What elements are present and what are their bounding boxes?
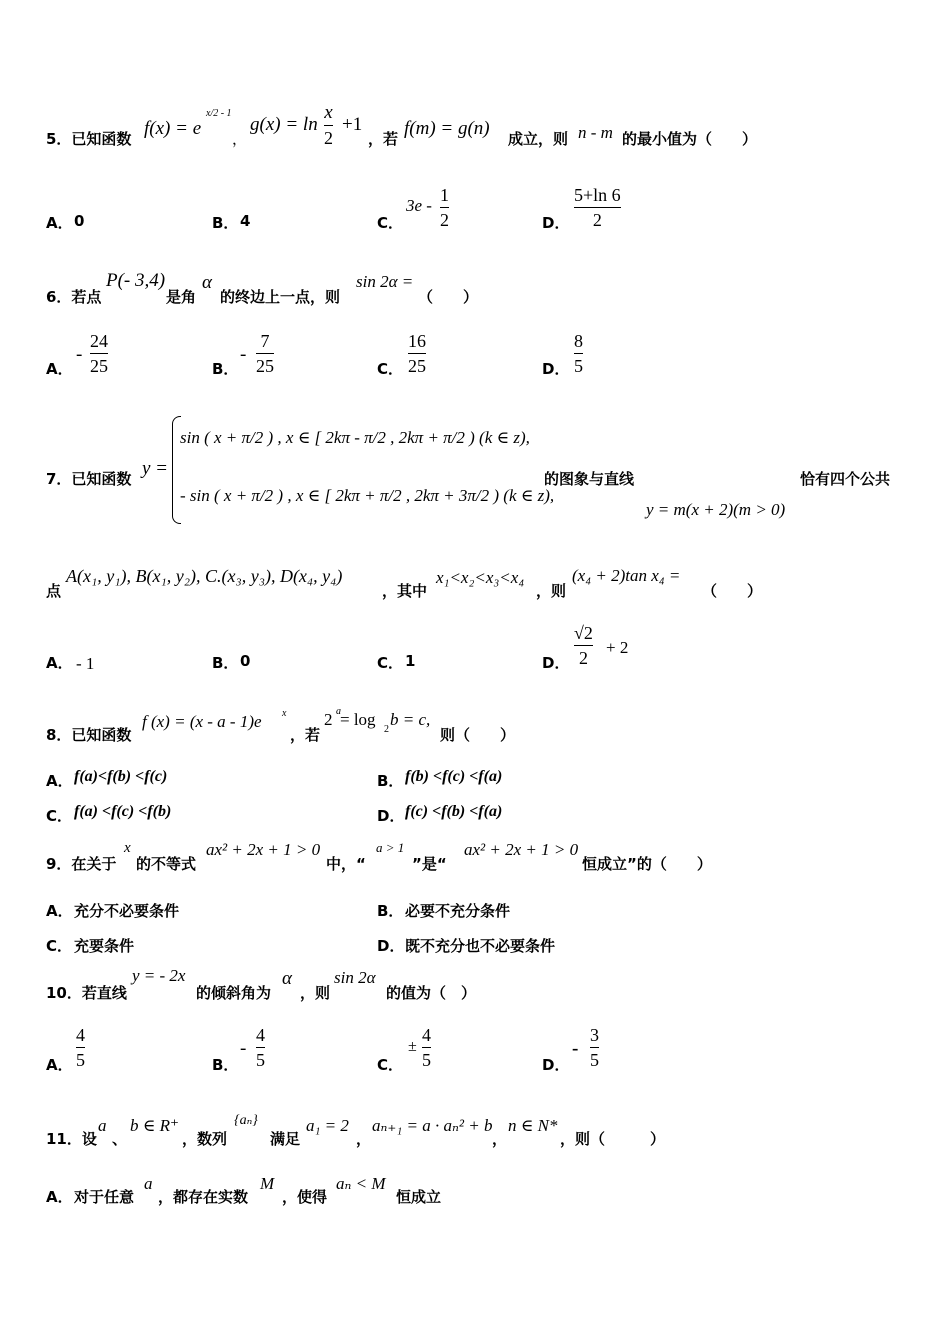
q6-option-c-fraction [408,330,426,377]
q10-option-c-fraction [422,1024,431,1071]
q9-option-b-text: 必要不充分条件 [405,902,511,920]
q10-option-b-label[interactable]: B． [212,1056,239,1074]
q6-mid2: 的终边上一点，则 [220,288,341,306]
question-8 [46,708,926,742]
q6-option-b-den: 25 [256,356,274,376]
q11-seq: {aₙ} [234,1113,258,1128]
q5-option-c-num: 1 [440,185,449,205]
q10-options [46,1024,926,1076]
q6-stem-pre: 6．若点 [46,288,102,306]
q10-option-b-fraction [256,1024,265,1071]
question-11 [46,1112,926,1146]
fraction-bar [574,353,583,354]
q8-options [46,768,926,828]
q9-mid2: 中，“ [326,855,366,873]
q9-option-a-text: 充分不必要条件 [74,902,180,920]
q7-option-d-label[interactable]: D． [542,654,570,672]
q6-option-d-num: 8 [574,331,583,351]
q10-expr: sin 2α [334,968,376,987]
q8-option-b-text: f(b) <f(c) <f(a) [405,768,503,785]
fraction-bar [574,645,593,646]
q5-g-tail: +1 [342,114,363,135]
q5-option-d-num: 5+ln 6 [574,185,621,205]
q8-f-expr: f (x) = (x - a - 1)e [142,712,262,731]
q6-option-b-label[interactable]: B． [212,360,239,378]
q8-cond: 2 [324,710,333,729]
q11-stem-pre: 11．设 [46,1130,97,1148]
q11-a: a [98,1116,107,1135]
q11-a1: a₁ = 2 [306,1116,349,1135]
q8-option-c-label[interactable]: C． [46,807,73,825]
q6-alpha: α [202,272,212,293]
q11-recurrence: aₙ₊₁ = a · aₙ² + b [372,1116,493,1135]
q10-option-a-fraction [76,1024,85,1071]
q6-option-b-fraction [256,330,274,377]
q10-option-b-den: 5 [256,1050,265,1070]
q10-option-c-sign: ± [408,1038,417,1055]
q5-options [46,186,926,236]
q8-cond-exp: a [336,706,341,717]
question-10 [46,966,926,1000]
q10-option-d-num: 3 [590,1025,599,1045]
q7-option-d-num: √2 [574,623,593,643]
q11-option-a-ineq: aₙ < M [336,1174,386,1193]
q7-option-d-den: 2 [578,648,588,668]
q8-cond-sub: 2 [384,724,389,735]
q8-cond-tail: = log [340,710,376,729]
q7-stem2-pre: 点 [46,582,62,600]
q8-cond-pre: ，若 [290,726,321,744]
q5-cond-pre: ，若 [368,130,399,148]
q7-option-d-fraction [574,622,593,669]
q11-n-in: n ∈ N* [508,1116,558,1135]
q5-option-d-label[interactable]: D． [542,214,570,232]
q7-target: (x₄ + 2)tan x₄ = [572,566,681,585]
q7-case-1: sin ( x + π/2 ) , x ∈ [ 2kπ - π/2 , 2kπ + π/2 ) (k ∈ z), [180,428,530,447]
question-9 [46,838,926,872]
q7-options [46,622,926,672]
q9-var: x [124,840,131,856]
q11-option-a-end: 恒成立 [396,1188,442,1206]
q5-option-c-label[interactable]: C． [377,214,404,232]
q10-mid: 的倾斜角为 [196,984,272,1002]
q10-option-c-label[interactable]: C． [377,1056,404,1074]
q7-stem-mid: 的图象与直线 [544,470,635,488]
q11-stem-end: ，则（ ） [560,1130,666,1148]
q6-option-c-num: 16 [408,331,426,351]
q10-mid2: ，则 [300,984,331,1002]
q11-option-a [46,1172,926,1206]
q8-f-exp: x [282,708,287,719]
q10-option-d-den: 5 [590,1050,599,1070]
q10-alpha: α [282,968,292,989]
q7-option-a-text: - 1 [76,654,95,673]
q6-option-a-den: 25 [90,356,108,376]
q5-g-expr: g(x) = ln [250,114,318,135]
q11-mid2: 满足 [270,1130,301,1148]
q10-stem-pre: 10．若直线 [46,984,127,1002]
q5-stem-end: 的最小值为（ ） [622,130,758,148]
q7-option-b-text: 0 [240,652,251,670]
fraction-bar [324,125,333,126]
q6-option-a-sign: - [76,344,83,365]
q5-option-c-den: 2 [440,210,449,230]
q7-y-eq: y = [142,458,169,479]
q10-stem-end: 的值为（ ） [386,984,477,1002]
q5-f-expr: f(x) = e [144,118,202,139]
q6-mid: 是角 [166,288,197,306]
question-5 [46,102,926,148]
q8-cond-end: b = c, [390,710,431,729]
q9-stem-pre: 9．在关于 [46,855,117,873]
q11-mid: ，数列 [182,1130,228,1148]
q9-option-c-label[interactable]: C． [46,937,73,955]
q8-stem-end: 则（ ） [440,726,516,744]
q5-target: n - m [578,123,613,142]
q7-stem-pre: 7．已知函数 [46,470,132,488]
q9-option-a-label[interactable]: A． [46,902,73,920]
q6-option-c-den: 25 [408,356,426,376]
q6-expr: sin 2α = [356,272,414,291]
q11-option-a-a: a [144,1174,153,1193]
q7-case-2: - sin ( x + π/2 ) , x ∈ [ 2kπ + π/2 , 2kπ + 3π/2 ) (k ∈ z), [180,486,555,505]
q9-option-c-text: 充要条件 [74,937,135,955]
q10-option-b-sign: - [240,1038,247,1059]
fraction-bar [422,1047,431,1048]
q6-option-d-label[interactable]: D． [542,360,570,378]
q11-option-a-label[interactable]: A． [46,1188,73,1206]
question-6 [46,270,926,306]
q11-sep: 、 [112,1130,128,1148]
q7-stem-mid2: 恰有四个公共 [800,470,891,488]
q6-option-a-fraction [90,330,108,377]
fraction-bar [256,1047,265,1048]
q6-point: P(- 3,4) [106,270,166,291]
q5-option-c-pre: 3e - [406,196,432,215]
q6-options [46,330,926,380]
q5-stem-post: 成立，则 [508,130,569,148]
q8-option-c-text: f(a) <f(c) <f(b) [74,803,172,820]
q7-option-d-tail: + 2 [606,638,629,657]
q6-option-d-fraction [574,330,583,377]
fraction-bar [408,353,426,354]
q5-option-c-fraction [440,184,449,231]
q5-g-fraction [324,102,333,149]
fraction-bar [90,353,108,354]
q7-stem-end: （ ） [702,582,763,600]
q5-option-a-label[interactable]: A． [46,214,73,232]
q10-option-c-den: 5 [422,1050,431,1070]
q10-line: y = - 2x [132,966,186,985]
question-7 [46,412,916,527]
fraction-bar [574,207,621,208]
q5-stem-pre: 5．已知函数 [46,130,132,148]
q9-cond: a > 1 [376,840,405,855]
q9-mid: 的不等式 [136,855,197,873]
q6-option-d-den: 5 [574,356,583,376]
q10-option-c-num: 4 [422,1025,431,1045]
q9-options [46,898,926,958]
q9-inequality-2: ax² + 2x + 1 > 0 [464,840,579,859]
q6-option-c-label[interactable]: C． [377,360,404,378]
q9-stem-end: 恒成立”的（ ） [582,855,712,873]
q8-option-d-label[interactable]: D． [377,807,405,825]
q7-line-expr: y = m(x + 2)(m > 0) [646,500,786,519]
q7-points: A(x₁, y₁), B(x₁, y₂), C.(x₃, y₃), D(x₄, y₄) [66,566,343,586]
q5-option-a-text: 0 [74,212,85,230]
q9-mid3: ”是“ [412,855,447,873]
q11-option-a-mid: ，都存在实数 [158,1188,249,1206]
q6-option-a-label[interactable]: A． [46,360,73,378]
q11-option-a-mid2: ，使得 [282,1188,328,1206]
question-7-cont [46,562,926,600]
q10-option-d-sign: - [572,1038,579,1059]
q5-g-den: 2 [324,128,333,148]
q10-option-a-den: 5 [76,1050,85,1070]
q6-stem-end: （ ） [418,288,479,306]
q9-option-d-label[interactable]: D． [377,937,405,955]
q7-then: ，则 [536,582,567,600]
q11-b-in: b ∈ R⁺ [130,1116,179,1135]
fraction-bar [590,1047,599,1048]
q10-option-d-fraction [590,1024,599,1071]
fraction-bar [440,207,449,208]
q7-option-c-text: 1 [405,652,416,670]
q5-comma: ， [232,130,248,148]
q9-inequality: ax² + 2x + 1 > 0 [206,840,321,859]
q5-option-b-text: 4 [240,212,251,230]
q10-option-a-num: 4 [76,1025,85,1045]
q7-option-a-label[interactable]: A． [46,654,73,672]
fraction-bar [256,353,274,354]
q10-option-a-label[interactable]: A． [46,1056,73,1074]
q5-option-d-den: 2 [592,210,602,230]
fraction-bar [76,1047,85,1048]
q8-option-a-label[interactable]: A． [46,772,73,790]
q7-where: ，其中 [382,582,428,600]
q6-option-b-sign: - [240,344,247,365]
q10-option-b-num: 4 [256,1025,265,1045]
q11-option-a-M: M [260,1174,275,1193]
q7-order: x₁<x₂<x₃<x₄ [436,568,525,587]
q11-comma: ， [356,1130,372,1148]
q8-option-b-label[interactable]: B． [377,772,404,790]
q8-option-d-text: f(c) <f(b) <f(a) [405,803,503,820]
q5-option-b-label[interactable]: B． [212,214,239,232]
q9-option-d-text: 既不充分也不必要条件 [405,937,556,955]
q8-option-a-text: f(a)<f(b) <f(c) [74,768,168,785]
q9-option-b-label[interactable]: B． [377,902,404,920]
q5-condition: f(m) = g(n) [404,118,490,139]
q7-option-b-label[interactable]: B． [212,654,239,672]
q5-g-num: x [324,102,333,123]
q8-stem-pre: 8．已知函数 [46,726,132,744]
q6-option-a-num: 24 [90,331,108,351]
q7-option-c-label[interactable]: C． [377,654,404,672]
q10-option-d-label[interactable]: D． [542,1056,570,1074]
q5-option-d-fraction [574,184,621,231]
q11-option-a-pre: 对于任意 [74,1188,135,1206]
q6-option-b-num: 7 [260,331,270,351]
q11-comma2: ， [492,1130,508,1148]
q5-f-exponent: x/2 - 1 [206,108,232,119]
